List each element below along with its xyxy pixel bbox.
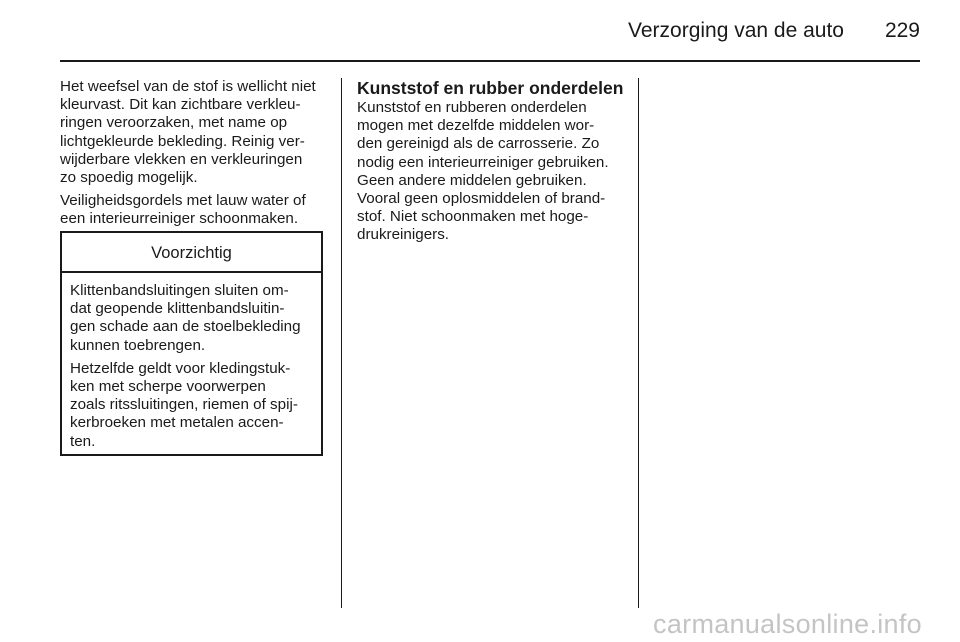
header-rule bbox=[60, 60, 920, 62]
body-paragraph-seatbelts: Veiligheidsgordels met lauw water of een interieurreiniger schoonmaken. bbox=[60, 192, 306, 228]
caution-paragraph-clothing: Hetzelfde geldt voor kledingstuk- ken met scherpe voorwerpen zoals ritssluitingen, riemen of spij- kerbroeken met metalen accen- ten. bbox=[70, 359, 298, 450]
caution-title: Voorzichtig bbox=[62, 233, 321, 273]
column-1 bbox=[60, 78, 328, 229]
body-paragraph-plastic-rubber: Kunststof en rubberen onderdelen mogen met dezelfde middelen wor- den gereinigd als de carrosserie. Zo nodig een interieurreiniger gebruiken. Geen andere middelen gebruiken. Vooral geen oplosmiddelen of brand- stof. Niet schoonmaken met hoge- drukreinigers. bbox=[357, 99, 609, 244]
section-heading-plastic-rubber: Kunststof en rubber onderdelen bbox=[357, 78, 624, 98]
page-number: 229 bbox=[884, 19, 920, 42]
running-title: Verzorging van de auto bbox=[628, 19, 844, 42]
caution-paragraph-velcro: Klittenbandsluitingen sluiten om- dat geopende klittenbandsluitin- gen schade aan de stoelbekleding kunnen toebrengen. bbox=[70, 282, 301, 354]
column-separator-1 bbox=[341, 78, 342, 608]
caution-box bbox=[60, 231, 323, 456]
column-2 bbox=[357, 78, 627, 245]
body-paragraph-fabric: Het weefsel van de stof is wellicht niet kleurvast. Dit kan zichtbare verkleu- ringen veroorzaken, met name op lichtgekleurde bekleding. Reinig ver- wijderbare vlekken en verkleuringen zo spoedig mogelijk. bbox=[60, 78, 316, 187]
column-separator-2 bbox=[638, 78, 639, 608]
caution-body bbox=[62, 273, 321, 451]
page-header bbox=[60, 18, 920, 44]
watermark: carmanualsonline.info bbox=[653, 609, 922, 639]
